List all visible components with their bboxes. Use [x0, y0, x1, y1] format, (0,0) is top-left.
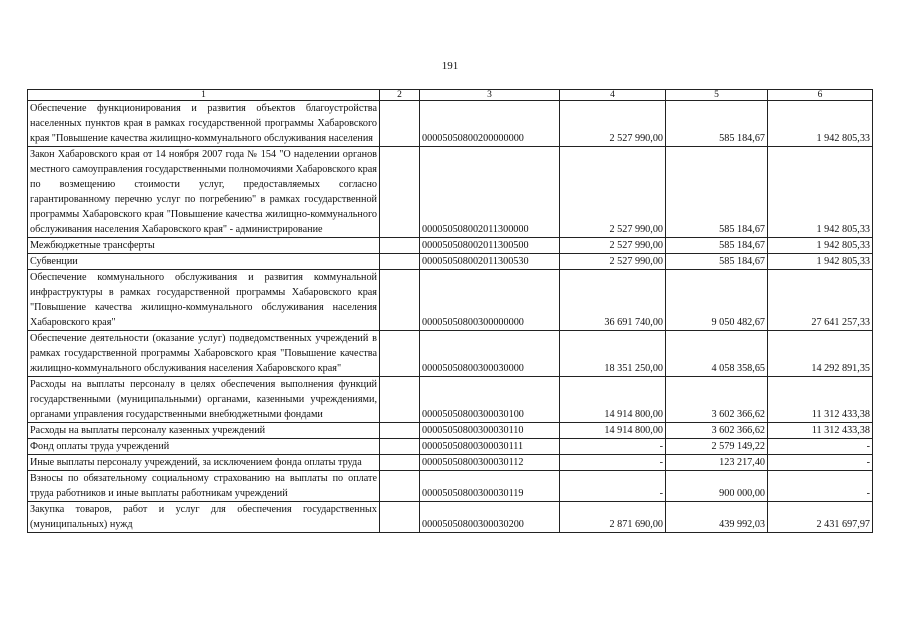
- table-row: [28, 471, 873, 502]
- row-value-5-cell: 3 602 366,62: [666, 423, 768, 439]
- row-col2-cell: [380, 502, 420, 533]
- table-row: [28, 423, 873, 439]
- row-col2-cell: [380, 331, 420, 377]
- row-value-5-cell: 4 058 358,65: [666, 331, 768, 377]
- row-name-cell: Расходы на выплаты персоналу в целях обеспечения выполнения функций государственными (муниципальными) органами, казенными учреждениями, органами управления государственными внебюджетными фондами: [28, 377, 380, 423]
- row-value-4-cell: -: [560, 455, 666, 471]
- row-value-6-cell: 11 312 433,38: [768, 423, 873, 439]
- column-header-3: 3: [420, 90, 560, 101]
- row-col2-cell: [380, 423, 420, 439]
- row-code-cell: 00005050800300030112: [420, 455, 560, 471]
- row-value-5-cell: 585 184,67: [666, 238, 768, 254]
- row-value-6-cell: 27 641 257,33: [768, 270, 873, 331]
- row-value-4-cell: 14 914 800,00: [560, 423, 666, 439]
- row-code-cell: 00005050800300030110: [420, 423, 560, 439]
- row-col2-cell: [380, 101, 420, 147]
- row-value-4-cell: 18 351 250,00: [560, 331, 666, 377]
- row-code-cell: 00005050800300030200: [420, 502, 560, 533]
- row-col2-cell: [380, 238, 420, 254]
- row-name-cell: Закупка товаров, работ и услуг для обеспечения государственных (муниципальных) нужд: [28, 502, 380, 533]
- row-value-4-cell: -: [560, 439, 666, 455]
- row-code-cell: 00005050800300030100: [420, 377, 560, 423]
- row-name-cell: Расходы на выплаты персоналу казенных учреждений: [28, 423, 380, 439]
- row-value-4-cell: 2 527 990,00: [560, 254, 666, 270]
- row-name-cell: Обеспечение деятельности (оказание услуг) подведомственных учреждений в рамках государственной программы Хабаровского края "Повышение качества жилищно-коммунального обслуживания населения Хабаровского края": [28, 331, 380, 377]
- row-code-cell: 00005050800300030000: [420, 331, 560, 377]
- row-name-cell: Закон Хабаровского края от 14 ноября 2007 года № 154 "О наделении органов местного самоуправления государственными полномочиями Хабаровского края по возмещению стоимости услуг, предоставляемых согласно гарантированному перечню услуг по погребению" в рамках государственной программы Хабаровского края "Повышение качества жилищно-коммунального обслуживания населения Хабаровского края" - администрирование: [28, 147, 380, 238]
- row-value-4-cell: 14 914 800,00: [560, 377, 666, 423]
- row-value-6-cell: -: [768, 455, 873, 471]
- page-number: 191: [441, 60, 459, 72]
- row-value-5-cell: 585 184,67: [666, 147, 768, 238]
- row-value-5-cell: 585 184,67: [666, 254, 768, 270]
- row-value-5-cell: 439 992,03: [666, 502, 768, 533]
- row-value-5-cell: 2 579 149,22: [666, 439, 768, 455]
- row-value-4-cell: 36 691 740,00: [560, 270, 666, 331]
- row-col2-cell: [380, 254, 420, 270]
- row-value-4-cell: 2 871 690,00: [560, 502, 666, 533]
- table-row: [28, 502, 873, 533]
- row-code-cell: 00005050800300030111: [420, 439, 560, 455]
- table-row: [28, 254, 873, 270]
- row-col2-cell: [380, 270, 420, 331]
- row-code-cell: 000050508002011300500: [420, 238, 560, 254]
- table-header: [28, 90, 873, 101]
- row-code-cell: 00005050800200000000: [420, 101, 560, 147]
- row-col2-cell: [380, 471, 420, 502]
- column-header-5: 5: [666, 90, 768, 101]
- row-name-cell: Обеспечение коммунального обслуживания и развития коммунальной инфраструктуры в рамках государственной программы Хабаровского края "Повышение качества жилищно-коммунального обслуживания населения Хабаровского края": [28, 270, 380, 331]
- table-body: [28, 101, 873, 533]
- row-value-5-cell: 123 217,40: [666, 455, 768, 471]
- table-row: [28, 377, 873, 423]
- row-name-cell: Фонд оплаты труда учреждений: [28, 439, 380, 455]
- row-value-5-cell: 900 000,00: [666, 471, 768, 502]
- row-name-cell: Взносы по обязательному социальному страхованию на выплаты по оплате труда работников и иные выплаты работникам учреждений: [28, 471, 380, 502]
- row-col2-cell: [380, 147, 420, 238]
- row-value-4-cell: 2 527 990,00: [560, 238, 666, 254]
- table-row: [28, 455, 873, 471]
- table-row: [28, 439, 873, 455]
- row-name-cell: Иные выплаты персоналу учреждений, за исключением фонда оплаты труда: [28, 455, 380, 471]
- budget-table: [27, 89, 873, 533]
- row-value-5-cell: 9 050 482,67: [666, 270, 768, 331]
- row-value-5-cell: 3 602 366,62: [666, 377, 768, 423]
- row-value-6-cell: 2 431 697,97: [768, 502, 873, 533]
- table-row: [28, 101, 873, 147]
- table-row: [28, 238, 873, 254]
- row-value-6-cell: 14 292 891,35: [768, 331, 873, 377]
- table-row: [28, 270, 873, 331]
- row-value-6-cell: 1 942 805,33: [768, 254, 873, 270]
- row-value-6-cell: 1 942 805,33: [768, 101, 873, 147]
- row-value-6-cell: 11 312 433,38: [768, 377, 873, 423]
- column-header-2: 2: [380, 90, 420, 101]
- row-col2-cell: [380, 377, 420, 423]
- row-value-5-cell: 585 184,67: [666, 101, 768, 147]
- row-code-cell: 000050508002011300530: [420, 254, 560, 270]
- row-value-4-cell: 2 527 990,00: [560, 147, 666, 238]
- row-code-cell: 000050508002011300000: [420, 147, 560, 238]
- row-code-cell: 00005050800300000000: [420, 270, 560, 331]
- row-value-4-cell: -: [560, 471, 666, 502]
- row-value-6-cell: 1 942 805,33: [768, 238, 873, 254]
- row-code-cell: 00005050800300030119: [420, 471, 560, 502]
- row-value-6-cell: 1 942 805,33: [768, 147, 873, 238]
- table-row: [28, 147, 873, 238]
- row-value-6-cell: -: [768, 439, 873, 455]
- column-header-6: 6: [768, 90, 873, 101]
- row-name-cell: Субвенции: [28, 254, 380, 270]
- row-name-cell: Обеспечение функционирования и развития объектов благоустройства населенных пунктов края в рамках государственной программы Хабаровского края "Повышение качества жилищно-коммунального обслуживания населения: [28, 101, 380, 147]
- row-value-6-cell: -: [768, 471, 873, 502]
- row-col2-cell: [380, 455, 420, 471]
- column-header-4: 4: [560, 90, 666, 101]
- table-row: [28, 331, 873, 377]
- row-col2-cell: [380, 439, 420, 455]
- row-name-cell: Межбюджетные трансферты: [28, 238, 380, 254]
- row-value-4-cell: 2 527 990,00: [560, 101, 666, 147]
- column-header-1: 1: [28, 90, 380, 101]
